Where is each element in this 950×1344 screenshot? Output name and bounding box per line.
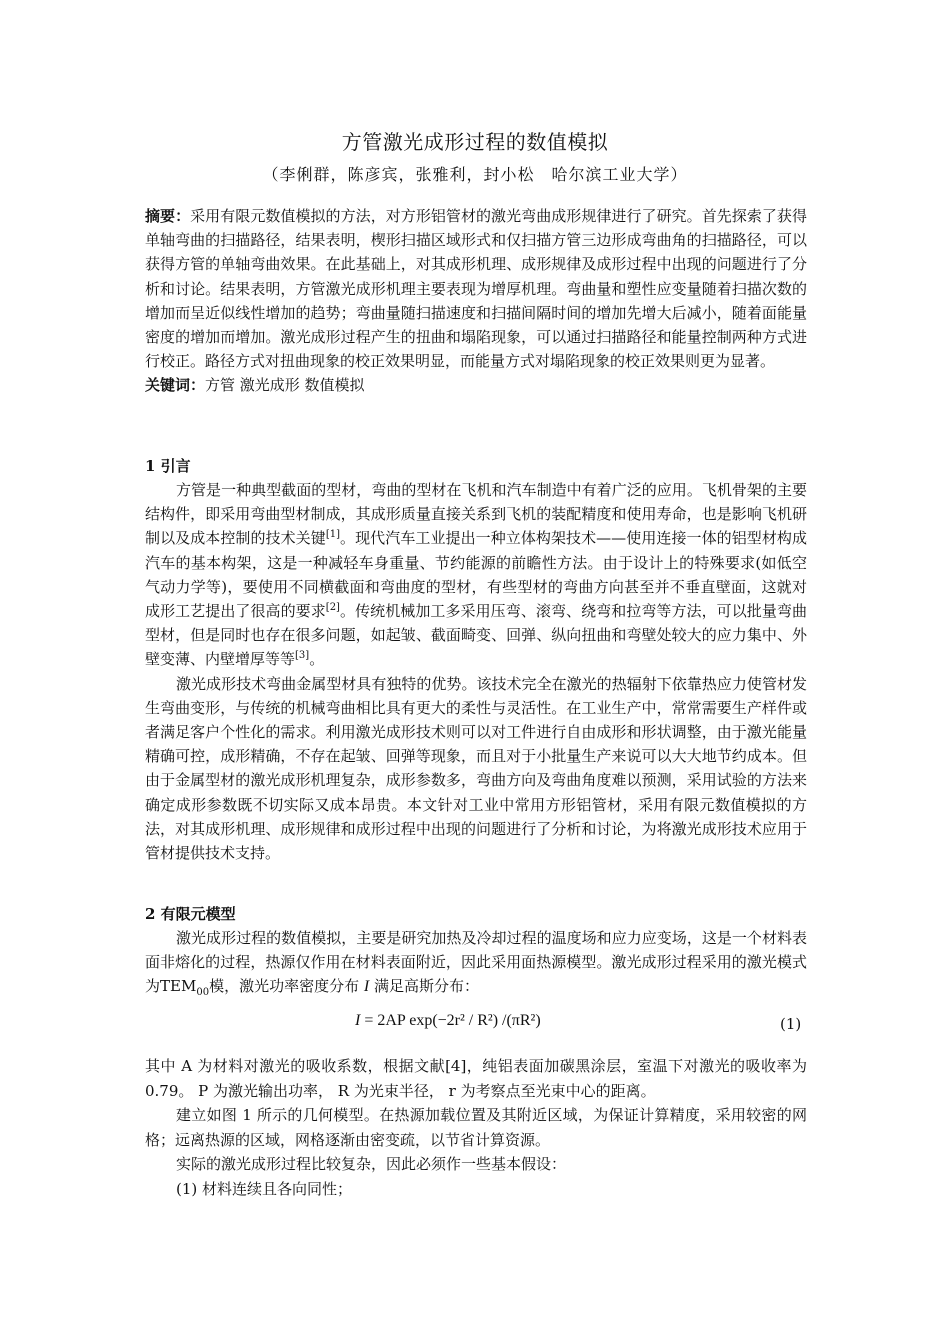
- formula-lhs: I: [355, 1012, 361, 1029]
- tem-subscript: 00: [196, 987, 210, 999]
- section-2-text-b: 模，激光功率密度分布: [209, 977, 360, 996]
- section-2-heading: 2 有限元模型: [145, 905, 236, 923]
- section-2-body: [145, 1054, 807, 1201]
- section-2-paragraph-1: [145, 926, 807, 1000]
- assumption-item-1: (1) 材料连续且各向同性；: [176, 1179, 353, 1198]
- abstract-text: 采用有限元数值模拟的方法，对方形铝管材的激光弯曲成形规律进行了研究。首先探索了获得单轴弯曲的扫描路径，结果表明，楔形扫描区域形式和仅扫描方管三边形成弯曲角的扫描路径，可以获得方管的单轴弯曲效果。在此基础上，对其成形机理、成形规律及成形过程中出现的问题进行了分析和讨论。结果表明，方管激光成形机理主要表现为增厚机理。弯曲量和塑性应变量随着扫描次数的增加而呈近似线性增加的趋势；弯曲量随扫描速度和扫描间隔时间的增加先增大后减小，随着面能量密度的增加而增加。激光成形过程产生的扭曲和塌陷现象，可以通过扫描路径和能量控制两种方式进行校正。路径方式对扭曲现象的校正效果明显，而能量方式对塌陷现象的校正效果则更为显著。: [145, 207, 807, 371]
- section-2-text-a: 激光成形过程的数值模拟，主要是研究加热及冷却过程的温度场和应力应变场，这是一个材料表面非熔化的过程，热源仅作用在材料表面附近，因此采用面热源模型。激光成形过程采用的激光模式为TEM: [145, 929, 807, 996]
- section-1-paragraph-2: 激光成形技术弯曲金属型材具有独特的优势。该技术完全在激光的热辐射下依靠热应力使管材发生弯曲变形，与传统的机械弯曲相比具有更大的柔性与灵活性。在工业生产中，常常需要生产样件或者满足客户个性化的需求。利用激光成形技术则可以对工件进行自由成形和形状调整，由于激光能量精确可控，成形精确，不存在起皱、回弹等现象，而且对于小批量生产来说可以大大地节约成本。但由于金属型材的激光成形机理复杂，成形参数多，弯曲方向及弯曲角度难以预测，采用试验的方法来确定成形参数既不切实际又成本昂贵。本文针对工业中常用方形铝管材，采用有限元数值模拟的方法，对其成形机理、成形规律和成形过程中出现的问题进行了分析和讨论，为将激光成形技术应用于管材提供技术支持。: [145, 674, 807, 863]
- abstract-label: 摘要：: [145, 207, 191, 225]
- paper-title: 方管激光成形过程的数值模拟: [341, 130, 609, 154]
- section-2-paragraph-2: 其中 A 为材料对激光的吸收系数，根据文献[4]，纯铝表面加碳黑涂层，室温下对激光的吸收率为 0.79。 P 为激光输出功率， R 为光束半径， r 为考察点至光束中心的距离。: [145, 1057, 807, 1100]
- section-1-heading: 1 引言: [145, 457, 191, 475]
- section-2-intro: [145, 926, 807, 1000]
- author-line: （李俐群，陈彦宾，张雅利，封小松 哈尔滨工业大学）: [262, 165, 688, 184]
- citation-2: [2]: [325, 602, 340, 614]
- section-2-text-c: 满足高斯分布：: [373, 977, 479, 996]
- gaussian-formula: [355, 1012, 541, 1030]
- section-1-text-c: 。传统机械加工多采用压弯、滚弯、绕弯和拉弯等方法，可以批量弯曲型材，但是同时也存在很多问题，如起皱、截面畸变、回弹、纵向扭曲和弯壁处较大的应力集中、外壁变薄、内壁增厚等等: [145, 602, 807, 669]
- section-2-paragraph-3: 建立如图 1 所示的几何模型。在热源加载位置及其附近区域，为保证计算精度，采用较密的网格；远离热源的区域，网格逐渐由密变疏，以节省计算资源。: [145, 1106, 807, 1149]
- keywords-text: 方管 激光成形 数值模拟: [205, 376, 365, 395]
- section-1-paragraph-1: [145, 478, 807, 672]
- abstract-block: [145, 204, 807, 398]
- section-1-text-d: 。: [309, 650, 325, 669]
- section-1-text-a: 方管是一种典型截面的型材，弯曲的型材在飞机和汽车制造中有着广泛的应用。飞机骨架的主要结构件，即采用弯曲型材制成，其成形质量直接关系到飞机的装配精度和使用寿命，也是影响飞机研制以及成本控制的技术关键: [145, 481, 807, 548]
- section-1-text-b: 。现代汽车工业提出一种立体构架技术——使用连接一体的铝型材构成汽车的基本构架，这是一种减轻车身重量、节约能源的前瞻性方法。由于设计上的特殊要求(如低空气动力学等)，要使用不同横截面和弯曲度的型材，有些型材的弯曲方向甚至并不垂直壁面，这就对成形工艺提出了很高的要求: [145, 529, 807, 621]
- section-2-paragraph-4: 实际的激光成形过程比较复杂，因此必须作一些基本假设：: [176, 1155, 567, 1173]
- citation-1: [1]: [325, 529, 340, 541]
- equation-number: (1): [780, 1015, 802, 1033]
- section-1-body: [145, 478, 807, 865]
- keywords-paragraph: [145, 373, 807, 397]
- abstract-paragraph: [145, 204, 807, 373]
- citation-3: [3]: [295, 650, 310, 662]
- keywords-label: 关键词：: [145, 376, 206, 395]
- formula-rhs: = 2AP exp(−2r² / R²) /(πR²): [360, 1012, 541, 1029]
- intensity-variable: I: [363, 978, 370, 996]
